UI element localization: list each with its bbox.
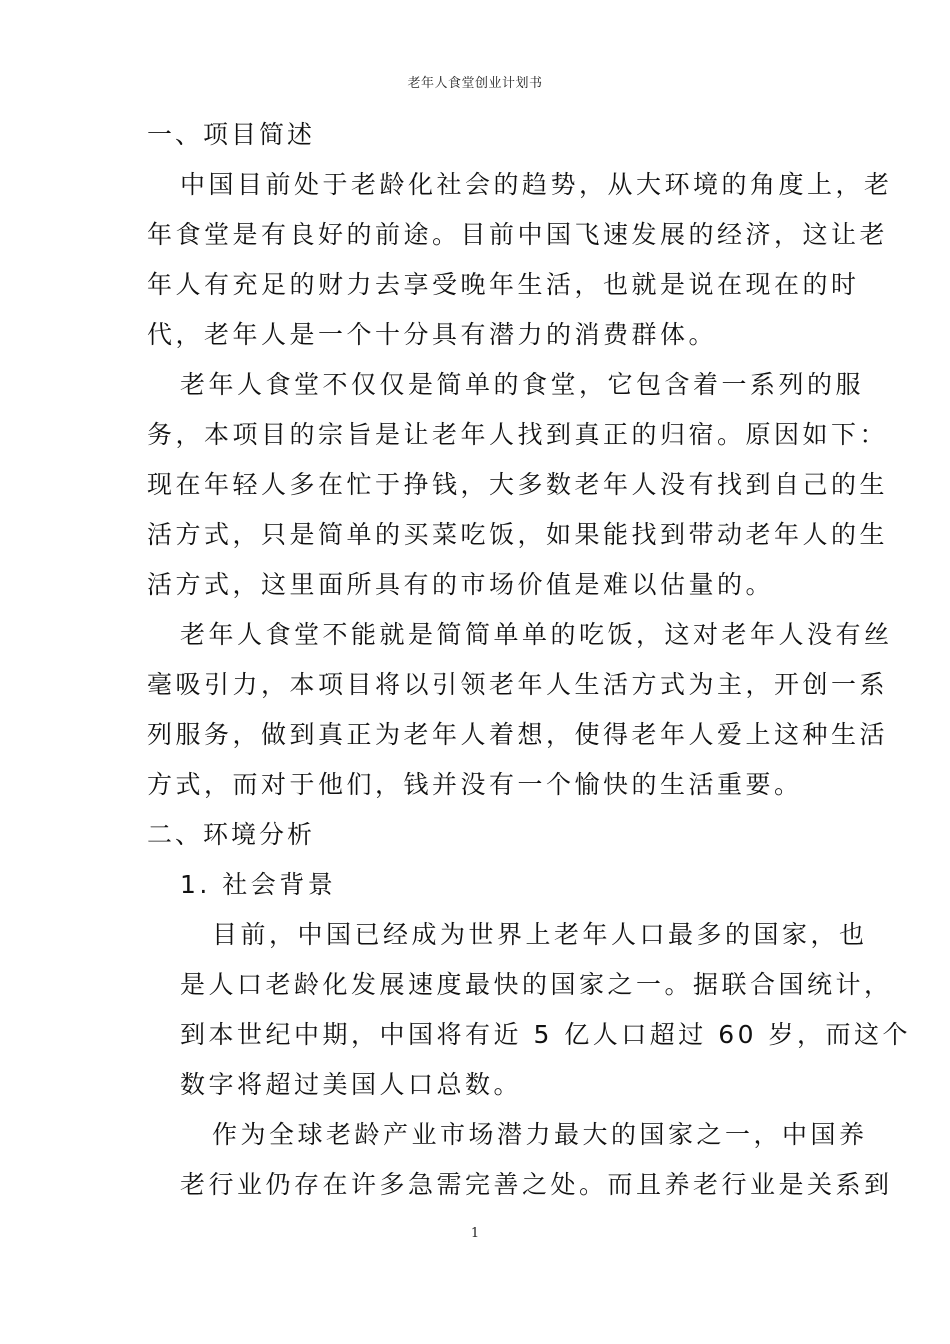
paragraph-line: 年人有充足的财力去享受晚年生活，也就是说在现在的时 [147, 270, 860, 299]
paragraph-line: 老年人食堂不能就是简简单单的吃饭，这对老年人没有丝 [180, 620, 893, 649]
paragraph [147, 610, 893, 810]
paragraph-line: 毫吸引力，本项目将以引领老年人生活方式为主，开创一系 [147, 670, 889, 699]
subsection-heading: 1. 社会背景 [180, 870, 337, 899]
paragraph-line: 代，老年人是一个十分具有潜力的消费群体。 [147, 320, 718, 349]
document-body [147, 110, 912, 1210]
paragraph-line: 列服务，做到真正为老年人着想，使得老年人爱上这种生活 [147, 720, 889, 749]
section-heading: 二、环境分析 [147, 820, 316, 849]
paragraph-line: 是人口老龄化发展速度最快的国家之一。据联合国统计， [180, 970, 893, 999]
paragraph-line: 老年人食堂不仅仅是简单的食堂，它包含着一系列的服 [180, 370, 865, 399]
paragraph-line: 目前，中国已经成为世界上老年人口最多的国家，也 [212, 920, 868, 949]
paragraph [147, 910, 912, 1110]
paragraph-line: 数字将超过美国人口总数。 [180, 1070, 523, 1099]
paragraph-line: 中国目前处于老龄化社会的趋势，从大环境的角度上，老 [180, 170, 893, 199]
paragraph-line: 年食堂是有良好的前途。目前中国飞速发展的经济，这让老 [147, 220, 889, 249]
paragraph-line: 到本世纪中期，中国将有近 5 亿人口超过 60 岁，而这个 [180, 1020, 912, 1049]
paragraph [147, 360, 889, 610]
paragraph-line: 现在年轻人多在忙于挣钱，大多数老年人没有找到自己的生 [147, 470, 889, 499]
running-header: 老年人食堂创业计划书 [407, 76, 543, 91]
paragraph-line: 作为全球老龄产业市场潜力最大的国家之一，中国养 [212, 1120, 868, 1149]
page-number: 1 [470, 1226, 480, 1241]
paragraph [147, 160, 893, 360]
section-heading: 一、项目简述 [147, 120, 316, 149]
paragraph-line: 务，本项目的宗旨是让老年人找到真正的归宿。原因如下： [147, 420, 889, 449]
paragraph-line: 方式，而对于他们，钱并没有一个愉快的生活重要。 [147, 770, 803, 799]
paragraph-line: 活方式，只是简单的买菜吃饭，如果能找到带动老年人的生 [147, 520, 889, 549]
paragraph [147, 1110, 893, 1210]
paragraph-line: 老行业仍存在许多急需完善之处。而且养老行业是关系到 [180, 1170, 893, 1199]
paragraph-line: 活方式，这里面所具有的市场价值是难以估量的。 [147, 570, 775, 599]
